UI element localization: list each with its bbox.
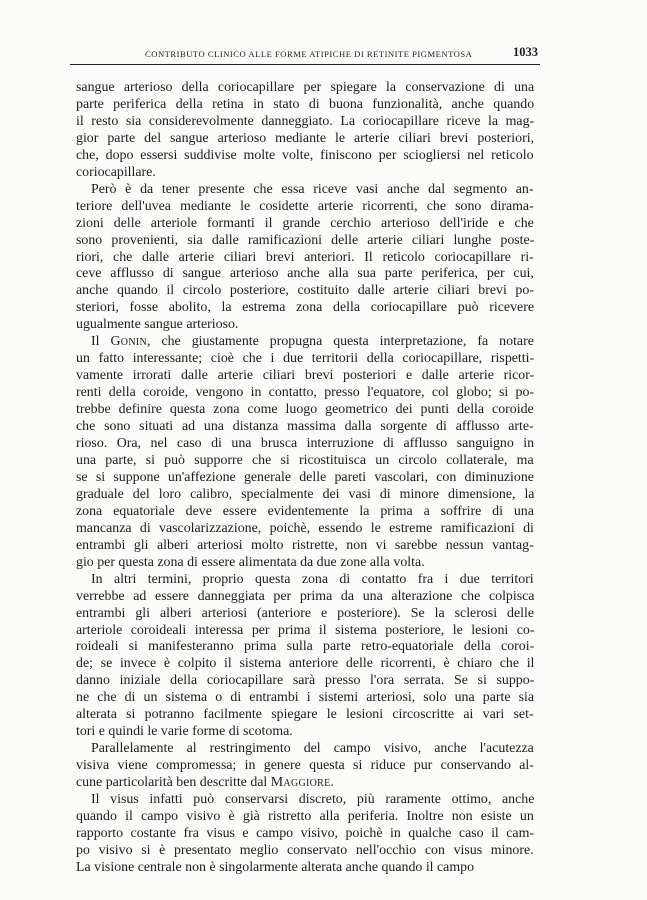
text-line: rapporto costante fra visus e campo visivo, poichè in qualche caso il cam- xyxy=(76,825,535,841)
paragraph xyxy=(76,741,534,792)
text-line: arteriole coroideali interessa per prima il sistema posteriore, le lesioni co- xyxy=(76,622,535,638)
text-line: de; se invece è colpito il sistema anteriore delle ricorrenti, è chiaro che il xyxy=(76,656,535,672)
text-line: vamente irrorati dalle arterie ciliari brevi posteriori e dalle arterie ricor- xyxy=(76,368,535,384)
author-name: Gonin xyxy=(110,334,147,350)
text-line: gio per questa zona di essere alimentata da due zone alla volta. xyxy=(76,554,425,570)
paragraph xyxy=(76,792,534,877)
text-line: ugualmente sangue arterioso. xyxy=(76,317,239,333)
page-header xyxy=(70,44,538,64)
text-line: sangue arterioso della coriocapillare per spiegare la conservazione di una xyxy=(76,80,535,95)
text-line: cune particolarità ben descritte dal Maggiore. xyxy=(76,775,334,791)
text-line: parte periferica della retina in stato di buona funzionalità, anche quando xyxy=(76,96,535,112)
body-text xyxy=(76,80,534,877)
page-number: 1033 xyxy=(513,45,538,59)
text-line: trebbe definire questa zona come luogo geometrico dei punti della coroide xyxy=(76,402,534,418)
paragraph xyxy=(76,572,534,742)
text-line: steriori, fosse abolito, la estrema zona della coriocapillare può ricevere xyxy=(76,300,534,316)
text-line: una parte, si può supporre che si ricostituisca un circolo collaterale, ma xyxy=(76,452,534,468)
text-line: verrebbe ad essere danneggiata per prima da una alterazione che colpisca xyxy=(76,588,535,604)
paragraph xyxy=(76,334,534,571)
text-line: anche quando il circolo posteriore, costituito dalle arterie ciliari brevi po- xyxy=(76,283,534,299)
text-line: gior parte del sangue arterioso mediante le arterie ciliari brevi posteriori, xyxy=(76,130,535,146)
text-line: alterata si potranno facilmente spiegare le lesioni circoscritte ai vari set- xyxy=(76,707,534,723)
text-line: Però è da tener presente che essa riceve vasi anche dal segmento an- xyxy=(91,181,534,197)
text-line: zona equatoriale deve essere evidentemente la prima a soffrire di una xyxy=(76,503,534,519)
text-line: roideali si manifesteranno prima sulla parte retro-equatoriale della coroi- xyxy=(76,639,535,655)
text-line: il resto sia considerevolmente danneggiato. La coriocapillare riceve la mag- xyxy=(76,113,535,129)
text-line: zioni delle arteriole formanti il grande cerchio arterioso dell'iride e che xyxy=(76,215,534,231)
header-rule xyxy=(70,64,540,65)
text-line: ceve afflusso di sangue arterioso anche alla sua parte periferica, per cui, xyxy=(76,266,534,282)
text-line: graduale del loro calibro, specialmente dei vasi di minore dimensione, la xyxy=(76,486,535,502)
text-line: renti della coroide, vengono in contatto, presso l'equatore, col globo; si po- xyxy=(76,385,535,401)
text-line: rioso. Ora, nel caso di una brusca interruzione di afflusso sanguigno in xyxy=(76,436,535,452)
text-line: danno iniziale della coriocapillare sarà presso l'ora serrata. Se si suppo- xyxy=(76,673,535,689)
text-line: tori e quindi le varie forme di scotoma. xyxy=(76,724,293,740)
text-line: quando il campo visivo è già ristretto alla periferia. Inoltre non esiste un xyxy=(76,808,534,824)
text-line: In altri termini, proprio questa zona di contatto fra i due territori xyxy=(91,571,534,587)
paragraph xyxy=(76,80,534,182)
text-line: entrambi gli alberi arteriosi molto ristrette, non vi sarebbe nessun vantag- xyxy=(76,537,534,553)
text-line: Parallelamente al restringimento del campo visivo, anche l'acutezza xyxy=(91,741,534,757)
text-line: riori, che dalle arterie ciliari brevi anteriori. Il reticolo coriocapillare ri- xyxy=(76,249,534,265)
text-line: se si suppone un'affezione generale delle pareti vascolari, con diminuzione xyxy=(76,469,534,485)
text-line: teriore dell'uvea mediante le cosidette arterie ricorrenti, che sono dirama- xyxy=(76,198,534,214)
running-title: CONTRIBUTO CLINICO ALLE FORME ATIPICHE DI RETINITE PIGMENTOSA xyxy=(145,49,473,59)
text-line: La visione centrale non è singolarmente alterata anche quando il campo xyxy=(76,859,475,875)
text-line: Il Gonin, che giustamente propugna questa interpretazione, fa notare xyxy=(91,334,534,350)
text-line: entrambi gli alberi arteriosi (anteriore e posteriore). Se la sclerosi delle xyxy=(76,605,535,621)
text-line: po visivo si è presentato meglio conservato nell'occhio con visus minore. xyxy=(76,842,534,858)
text-line: Il visus infatti può conservarsi discreto, più raramente ottimo, anche xyxy=(91,792,535,808)
author-name: Maggiore xyxy=(270,775,331,791)
text-line: sono provenienti, sia dalle ramificazioni delle arterie ciliari lunghe poste- xyxy=(76,232,535,248)
text-line: ne che di un sistema o di entrambi i sistemi arteriosi, solo una parte sia xyxy=(76,690,535,706)
text-line: visiva viene compromessa; in genere questa si riduce pur conservando al- xyxy=(76,758,534,774)
text-line: che sono situati ad una distanza massima dalla sorgente di afflusso arte- xyxy=(76,419,534,435)
text-line: che, dopo essersi suddivise molte volte, finiscono per sciogliersi nel reticolo xyxy=(76,147,534,163)
paragraph xyxy=(76,182,534,335)
text-line: coriocapillare. xyxy=(76,164,156,180)
text-line: un fatto interessante; cioè che i due territorii della coriocapillare, rispetti- xyxy=(76,351,535,367)
text-line: mancanza di vascolarizzazione, poichè, essendo le estreme ramificazioni di xyxy=(76,520,534,536)
